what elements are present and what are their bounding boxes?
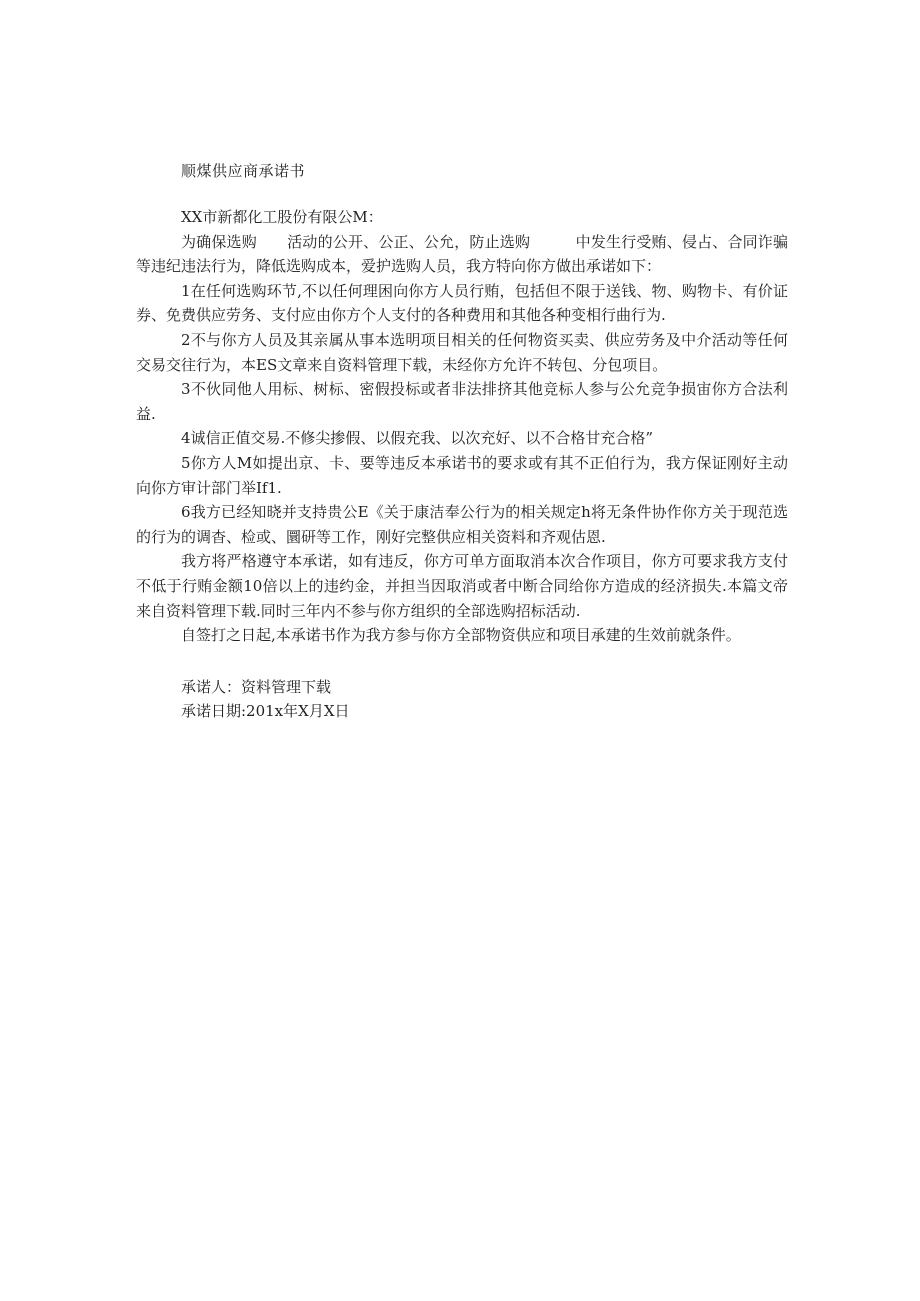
addressee-line: XX市新都化工股份有限公M： (181, 208, 383, 226)
date-line: 承诺日期:201x年X月X日 (181, 702, 350, 720)
paragraph-penalty: 我方将严格遵守本承诺，如有违反，你方可单方面取消本次合作项目，你方可要求我方支付不低于行贿金额10倍以上的违约金，并担当因取消或者中断合同给你方造成的经济损失.本篇文帝来自资料管理下载.同时三年内不参与你方组织的全部选购招标活动. (136, 552, 788, 620)
paragraph-item-4: 4诚信正值交易.不修尖掺假、以假充我、以次充好、以不合格甘充合格” (181, 429, 653, 448)
paragraph-item-2: 2不与你方人员及其亲属从事本选明项目相关的任何物资买卖、供应劳务及中介活动等任何交易交往行为，本ES文章来自资料管理下载，未经你方允许不转包、分包项目。 (136, 330, 788, 374)
document-body (136, 205, 788, 648)
paragraph-item-3: 3不伙同他人用标、树标、密假投标或者非法排挤其他竞标人参与公允竞争损宙你方合法利益. (136, 380, 788, 423)
document-title: 顺煤供应商承诺书 (181, 162, 306, 180)
paragraph-item-5: 5你方人M如提出京、卡、要等违反本承诺书的要求或有其不正伯行为，我方保证刚好主动向你方审计部门举If1. (136, 453, 788, 497)
paragraph-item-6: 6我方已经知晓并支持贵公E《关于康洁奉公行为的相关规定h将无条件协作你方关于现范选的行为的调杳、检或、圜研等工作，刚好完整供应相关资料和齐观估恩. (136, 503, 788, 546)
paragraph-intro: 为确保选购 活动的公开、公正、公允，防止选购 中发生行受贿、侵占、合同诈骗等违纪违法行为，降低选购成本，爱护选购人员，我方特向你方做出承诺如下： (136, 232, 788, 276)
paragraph-item-1: 1在任何选购环节,不以任何理困向你方人员行贿，包括但不限于送钱、物、购物卡、有价证券、免费供应劳务、支付应由你方个人支付的各种费用和其他各种变相行曲行为. (136, 281, 788, 325)
paragraph-effective: 自签打之日起,本承诺书作为我方参与你方全部物资供应和项目承建的生效前就条件。 (181, 626, 741, 645)
signatory-line: 承诺人：资料管理下载 (181, 678, 332, 696)
